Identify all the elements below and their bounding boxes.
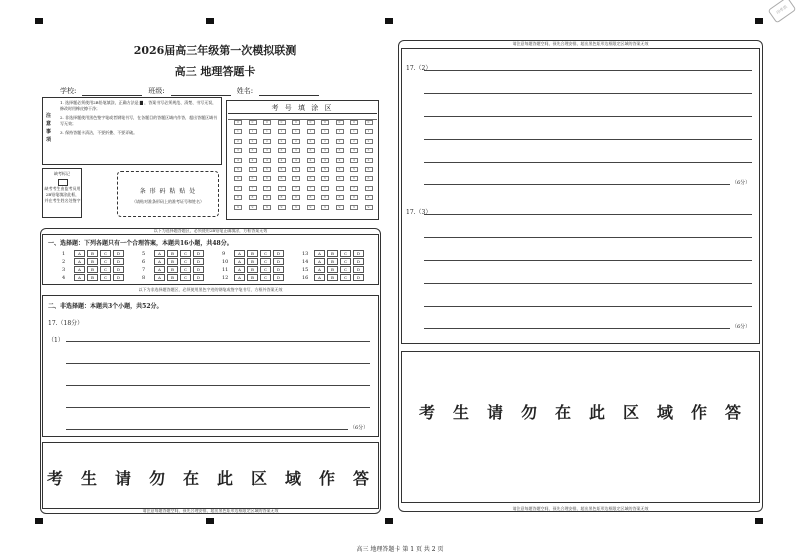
exam-digit-bubble[interactable]: 9 [350, 205, 358, 210]
answer-line[interactable] [424, 260, 752, 261]
exam-digit-bubble[interactable]: 7 [249, 186, 257, 191]
answer-line[interactable] [424, 237, 752, 238]
mc-question-number: 6 [142, 258, 146, 265]
exam-digit-bubble[interactable]: 5 [365, 167, 373, 172]
exam-digit-bubble[interactable]: 6 [321, 176, 329, 181]
mc-question-number: 14 [302, 258, 309, 265]
mc-option-bubble[interactable]: C [260, 274, 271, 281]
mc-option-bubble[interactable]: D [353, 258, 364, 265]
exam-digit-bubble[interactable]: 0 [234, 120, 242, 125]
instr-top: 以下为选择题答题区，必须使用2B铅笔正确填涂，方框答案无效 [153, 228, 268, 233]
exam-digit-bubble[interactable]: 3 [234, 148, 242, 153]
mc-option-bubble[interactable]: B [167, 250, 178, 257]
answer-line[interactable] [424, 283, 752, 284]
mc-question-number: 13 [302, 250, 309, 257]
exam-digit-bubble[interactable]: 9 [365, 205, 373, 210]
exam-digit-bubble[interactable]: 2 [249, 139, 257, 144]
mc-option-bubble[interactable]: D [273, 250, 284, 257]
mc-option-bubble[interactable]: B [87, 274, 98, 281]
exam-digit-bubble[interactable]: 2 [336, 139, 344, 144]
exam-digit-bubble[interactable]: 3 [321, 148, 329, 153]
exam-digit-bubble[interactable]: 1 [263, 129, 271, 134]
mc-question-number: 1 [62, 250, 66, 257]
exam-digit-bubble[interactable]: 4 [336, 158, 344, 163]
exam-digit-bubble[interactable]: 6 [263, 176, 271, 181]
exam-digit-bubble[interactable]: 0 [365, 120, 373, 125]
answer-line[interactable] [66, 385, 370, 386]
mc-option-bubble[interactable]: B [167, 274, 178, 281]
exam-digit-bubble[interactable]: 6 [278, 176, 286, 181]
mc-option-bubble[interactable]: B [327, 266, 338, 273]
nonmc-section [42, 295, 379, 437]
mc-option-bubble[interactable]: A [74, 258, 85, 265]
mc-question-number: 2 [62, 258, 66, 265]
mc-option-bubble[interactable]: B [327, 250, 338, 257]
mc-option-bubble[interactable]: D [193, 258, 204, 265]
mc-question-number: 12 [222, 274, 229, 281]
answer-line[interactable] [424, 93, 752, 94]
answer-line[interactable] [66, 341, 370, 342]
notice-side-label: 注意事项 [46, 113, 52, 143]
exam-digit-bubble[interactable]: 7 [350, 186, 358, 191]
footer-note: 请注意每题答题空间，预先合理安排，超出黑色矩形边框限定区域的答案无效 [512, 41, 649, 46]
mc-option-bubble[interactable]: D [113, 266, 124, 273]
mc-option-bubble[interactable]: A [234, 250, 245, 257]
instr-mid: 以下为非选择题答题区，必须使用黑色字迹的钢笔或签字笔书写，方框外答案无效 [138, 287, 283, 292]
exam-digit-bubble[interactable]: 3 [365, 148, 373, 153]
mc-option-bubble[interactable]: A [154, 266, 165, 273]
exam-digit-bubble[interactable]: 2 [263, 139, 271, 144]
exam-digit-bubble[interactable]: 0 [350, 120, 358, 125]
exam-number-grid [230, 120, 380, 216]
exam-digit-bubble[interactable]: 8 [249, 195, 257, 200]
score-label: （6分） [732, 324, 751, 330]
mc-option-bubble[interactable]: B [167, 258, 178, 265]
exam-digit-bubble[interactable]: 8 [307, 195, 315, 200]
mc-option-bubble[interactable]: C [100, 250, 111, 257]
answer-line[interactable] [66, 363, 370, 364]
answer-line[interactable] [424, 328, 730, 329]
mc-option-bubble[interactable]: C [340, 266, 351, 273]
exam-digit-bubble[interactable]: 5 [350, 167, 358, 172]
q17-part2-label: 17.（2） [406, 65, 432, 72]
exam-digit-bubble[interactable]: 7 [365, 186, 373, 191]
mc-question-row [302, 266, 364, 273]
exam-digit-bubble[interactable]: 7 [321, 186, 329, 191]
mc-option-bubble[interactable]: D [193, 274, 204, 281]
exam-digit-bubble[interactable]: 3 [350, 148, 358, 153]
exam-digit-bubble[interactable]: 9 [292, 205, 300, 210]
mc-option-bubble[interactable]: A [74, 274, 85, 281]
exam-number-title: 考 号 填 涂 区 [271, 104, 334, 112]
mc-question-number: 10 [222, 258, 229, 265]
mc-option-bubble[interactable]: D [193, 266, 204, 273]
mc-question-row [222, 258, 284, 265]
exam-digit-bubble[interactable]: 4 [307, 158, 315, 163]
mc-option-bubble[interactable]: C [340, 274, 351, 281]
mc-question-row [142, 274, 204, 281]
exam-digit-bubble[interactable]: 8 [350, 195, 358, 200]
exam-digit-bubble[interactable]: 5 [278, 167, 286, 172]
exam-digit-bubble[interactable]: 3 [292, 148, 300, 153]
mc-question-number: 9 [222, 250, 226, 257]
exam-digit-bubble[interactable]: 9 [234, 205, 242, 210]
mc-question-row [142, 258, 204, 265]
school-label: 学校: [60, 87, 77, 95]
exam-digit-bubble[interactable]: 2 [234, 139, 242, 144]
mc-option-bubble[interactable]: C [260, 250, 271, 257]
mc-option-bubble[interactable]: A [314, 250, 325, 257]
exam-digit-bubble[interactable]: 4 [350, 158, 358, 163]
mc-option-bubble[interactable]: D [273, 266, 284, 273]
mc-option-bubble[interactable]: B [247, 274, 258, 281]
notice-items [60, 100, 218, 139]
exam-digit-bubble[interactable]: 7 [307, 186, 315, 191]
exam-digit-bubble[interactable]: 6 [350, 176, 358, 181]
name-field[interactable] [259, 86, 319, 96]
mc-question-row [302, 258, 364, 265]
student-info-row [60, 86, 380, 96]
divider [228, 113, 377, 114]
answer-line[interactable] [66, 429, 348, 430]
registration-mark [385, 518, 393, 524]
registration-mark [206, 518, 214, 524]
mc-heading: 一、选择题：下列各题只有一个合理答案，本题共16小题，共48分。 [48, 240, 233, 247]
mc-question-number: 15 [302, 266, 309, 273]
exam-digit-bubble[interactable]: 7 [234, 186, 242, 191]
mc-question-number: 3 [62, 266, 66, 273]
answer-line[interactable] [424, 162, 752, 163]
mc-option-bubble[interactable]: D [273, 258, 284, 265]
exam-digit-bubble[interactable]: 6 [365, 176, 373, 181]
answer-line[interactable] [424, 306, 752, 307]
exam-digit-bubble[interactable]: 5 [234, 167, 242, 172]
mc-option-bubble[interactable]: A [314, 266, 325, 273]
exam-digit-bubble[interactable]: 1 [234, 129, 242, 134]
mc-option-bubble[interactable]: C [340, 250, 351, 257]
exam-digit-bubble[interactable]: 7 [278, 186, 286, 191]
exam-digit-bubble[interactable]: 3 [263, 148, 271, 153]
exam-digit-bubble[interactable]: 8 [292, 195, 300, 200]
exam-digit-bubble[interactable]: 4 [249, 158, 257, 163]
exam-digit-bubble[interactable]: 2 [278, 139, 286, 144]
exam-digit-bubble[interactable]: 2 [365, 139, 373, 144]
exam-digit-bubble[interactable]: 9 [249, 205, 257, 210]
mc-option-bubble[interactable]: B [87, 266, 98, 273]
exam-digit-bubble[interactable]: 6 [336, 176, 344, 181]
exam-digit-bubble[interactable]: 5 [321, 167, 329, 172]
exam-title: 2026届高三年级第一次模拟联测 [133, 44, 297, 57]
mc-option-bubble[interactable]: A [74, 266, 85, 273]
mc-question-row [62, 250, 124, 257]
exam-digit-bubble[interactable]: 9 [263, 205, 271, 210]
exam-digit-bubble[interactable]: 0 [249, 120, 257, 125]
mc-question-row [62, 266, 124, 273]
exam-digit-bubble[interactable]: 8 [234, 195, 242, 200]
exam-digit-bubble[interactable]: 1 [321, 129, 329, 134]
exam-digit-bubble[interactable]: 1 [249, 129, 257, 134]
notice-item: 1. 选择题必须使用2B铅笔填涂，正确方法是 ▇ ，答案书写必须规范、清楚、书写无误，修改时用橡皮擦干净； [60, 100, 217, 111]
exam-digit-bubble[interactable]: 4 [365, 158, 373, 163]
mc-option-bubble[interactable]: C [100, 266, 111, 273]
mc-option-bubble[interactable]: B [247, 266, 258, 273]
no-answer-text: 考生请勿在此区域作答 [418, 403, 759, 422]
score-label: （6分） [732, 180, 751, 186]
card-subtitle: 高三 地理答题卡 [174, 65, 256, 78]
mc-question-number: 5 [142, 250, 146, 257]
exam-digit-bubble[interactable]: 3 [307, 148, 315, 153]
exam-digit-bubble[interactable]: 3 [336, 148, 344, 153]
registration-mark [35, 518, 43, 524]
mc-option-bubble[interactable]: B [247, 250, 258, 257]
q17-part1-label: （1） [48, 337, 64, 344]
mc-option-bubble[interactable]: B [327, 274, 338, 281]
registration-mark [385, 18, 393, 24]
exam-digit-bubble[interactable]: 4 [321, 158, 329, 163]
mc-option-bubble[interactable]: A [154, 274, 165, 281]
exam-digit-bubble[interactable]: 0 [336, 120, 344, 125]
exam-digit-bubble[interactable]: 8 [365, 195, 373, 200]
mc-option-bubble[interactable]: C [180, 266, 191, 273]
exam-digit-bubble[interactable]: 5 [263, 167, 271, 172]
exam-digit-bubble[interactable]: 4 [292, 158, 300, 163]
mc-option-bubble[interactable]: D [113, 274, 124, 281]
footer-note: 请注意每题答题空间，预先合理安排，超出黑色矩形边框限定区域的答案无效 [512, 506, 649, 511]
exam-digit-bubble[interactable]: 9 [321, 205, 329, 210]
mc-question-number: 8 [142, 274, 146, 281]
exam-digit-bubble[interactable]: 1 [336, 129, 344, 134]
exam-digit-bubble[interactable]: 0 [321, 120, 329, 125]
mc-option-bubble[interactable]: A [74, 250, 85, 257]
mc-option-bubble[interactable]: D [353, 250, 364, 257]
exam-digit-bubble[interactable]: 1 [307, 129, 315, 134]
exam-digit-bubble[interactable]: 8 [278, 195, 286, 200]
exam-digit-bubble[interactable]: 0 [278, 120, 286, 125]
notice-item: 2. 非选择题使用黑色签字笔或者钢笔书写，在各题目的答题区域内作答，超出答题区域书写无效； [60, 115, 218, 126]
mc-option-bubble[interactable]: B [247, 258, 258, 265]
exam-digit-bubble[interactable]: 8 [321, 195, 329, 200]
mc-option-bubble[interactable]: D [353, 266, 364, 273]
exam-digit-bubble[interactable]: 8 [263, 195, 271, 200]
mc-option-bubble[interactable]: C [100, 274, 111, 281]
exam-digit-bubble[interactable]: 4 [263, 158, 271, 163]
mc-option-bubble[interactable]: A [154, 250, 165, 257]
answer-line[interactable] [424, 139, 752, 140]
mc-question-number: 7 [142, 266, 146, 273]
absent-mark-desc: 缺考考生由监考员用2B铅笔填涂此框，并在考生姓名处签字 [44, 186, 81, 203]
mc-question-number: 16 [302, 274, 309, 281]
mc-option-bubble[interactable]: A [314, 274, 325, 281]
registration-mark [755, 18, 763, 24]
exam-digit-bubble[interactable]: 5 [292, 167, 300, 172]
mc-question-row [222, 250, 284, 257]
exam-digit-bubble[interactable]: 1 [292, 129, 300, 134]
q17-label: 17.（18分） [48, 320, 84, 327]
mc-option-bubble[interactable]: C [260, 258, 271, 265]
mc-option-bubble[interactable]: D [353, 274, 364, 281]
school-field[interactable] [82, 86, 142, 96]
mc-option-bubble[interactable]: B [87, 250, 98, 257]
exam-digit-bubble[interactable]: 3 [249, 148, 257, 153]
mc-question-row [62, 274, 124, 281]
exam-digit-bubble[interactable]: 8 [336, 195, 344, 200]
mc-question-number: 4 [62, 274, 66, 281]
mc-option-bubble[interactable]: A [234, 266, 245, 273]
exam-digit-bubble[interactable]: 7 [263, 186, 271, 191]
exam-digit-bubble[interactable]: 9 [307, 205, 315, 210]
exam-digit-bubble[interactable]: 5 [307, 167, 315, 172]
exam-digit-bubble[interactable]: 5 [249, 167, 257, 172]
exam-digit-bubble[interactable]: 1 [350, 129, 358, 134]
exam-digit-bubble[interactable]: 6 [234, 176, 242, 181]
mc-option-bubble[interactable]: A [154, 258, 165, 265]
exam-digit-bubble[interactable]: 1 [365, 129, 373, 134]
class-field[interactable] [171, 86, 231, 96]
mc-option-bubble[interactable]: C [180, 274, 191, 281]
exam-digit-bubble[interactable]: 0 [307, 120, 315, 125]
nonmc-heading: 二、非选择题：本题共3个小题，共52分。 [48, 303, 163, 310]
mc-option-bubble[interactable]: D [193, 250, 204, 257]
no-answer-zone [401, 351, 760, 503]
notice-item: 3. 保持答题卡清洁，不要折叠、不要弄破。 [60, 130, 138, 135]
mc-option-bubble[interactable]: B [87, 258, 98, 265]
exam-digit-bubble[interactable]: 4 [278, 158, 286, 163]
mc-option-bubble[interactable]: C [260, 266, 271, 273]
mc-option-bubble[interactable]: B [327, 258, 338, 265]
exam-digit-bubble[interactable]: 9 [278, 205, 286, 210]
mc-question-row [222, 266, 284, 273]
barcode-note: （请贴对准条形码上的准考证号和姓名） [132, 199, 204, 204]
mc-option-bubble[interactable]: C [180, 250, 191, 257]
mc-option-bubble[interactable]: D [273, 274, 284, 281]
exam-digit-bubble[interactable]: 5 [336, 167, 344, 172]
mc-option-bubble[interactable]: C [180, 258, 191, 265]
exam-digit-bubble[interactable]: 0 [263, 120, 271, 125]
q17-part3-label: 17.（3） [406, 209, 432, 216]
exam-digit-bubble[interactable]: 7 [292, 186, 300, 191]
answer-line[interactable] [424, 214, 752, 215]
mc-option-bubble[interactable]: C [340, 258, 351, 265]
name-label: 姓名: [236, 87, 254, 95]
mc-option-bubble[interactable]: A [234, 274, 245, 281]
mc-question-row [302, 274, 364, 281]
absent-checkbox[interactable] [58, 179, 68, 186]
exam-digit-bubble[interactable]: 6 [292, 176, 300, 181]
exam-digit-bubble[interactable]: 2 [350, 139, 358, 144]
barcode-title: 条 形 码 粘 贴 处 [139, 188, 197, 195]
mc-option-bubble[interactable]: D [113, 250, 124, 257]
mc-option-bubble[interactable]: A [314, 258, 325, 265]
exam-digit-bubble[interactable]: 2 [307, 139, 315, 144]
footer-note: 请注意每题答题空间，预先合理安排，超出黑色矩形边框限定区域的答案无效 [142, 508, 279, 513]
exam-digit-bubble[interactable]: 6 [249, 176, 257, 181]
mc-option-bubble[interactable]: A [234, 258, 245, 265]
mc-option-bubble[interactable]: D [113, 258, 124, 265]
exam-digit-bubble[interactable]: 6 [307, 176, 315, 181]
registration-mark [35, 18, 43, 24]
mc-option-bubble[interactable]: B [167, 266, 178, 273]
absent-mark-title: 缺考标记 [54, 171, 70, 176]
answer-line[interactable] [424, 184, 730, 185]
answer-line[interactable] [424, 116, 752, 117]
exam-digit-bubble[interactable]: 9 [336, 205, 344, 210]
mc-question-row [62, 258, 124, 265]
exam-digit-bubble[interactable]: 2 [292, 139, 300, 144]
mc-question-row [142, 266, 204, 273]
exam-digit-bubble[interactable]: 3 [278, 148, 286, 153]
registration-mark [755, 518, 763, 524]
mc-question-row [142, 250, 204, 257]
score-label: （6分） [350, 425, 369, 431]
class-label: 班级: [148, 87, 165, 95]
answer-line[interactable] [66, 407, 370, 408]
exam-digit-bubble[interactable]: 0 [292, 120, 300, 125]
exam-digit-bubble[interactable]: 2 [321, 139, 329, 144]
answer-line[interactable] [424, 70, 752, 71]
page-footer: 高三 地理答题卡 第 1 页 共 2 页 [356, 546, 444, 553]
exam-digit-bubble[interactable]: 4 [234, 158, 242, 163]
mc-question-row [222, 274, 284, 281]
registration-mark [206, 18, 214, 24]
exam-digit-bubble[interactable]: 1 [278, 129, 286, 134]
exam-digit-bubble[interactable]: 7 [336, 186, 344, 191]
mc-question-row [302, 250, 364, 257]
print-stamp: 印华质 [768, 0, 797, 23]
no-answer-text: 考生请勿在此区域作答 [46, 469, 387, 488]
mc-question-number: 11 [222, 266, 229, 273]
mc-option-bubble[interactable]: C [100, 258, 111, 265]
